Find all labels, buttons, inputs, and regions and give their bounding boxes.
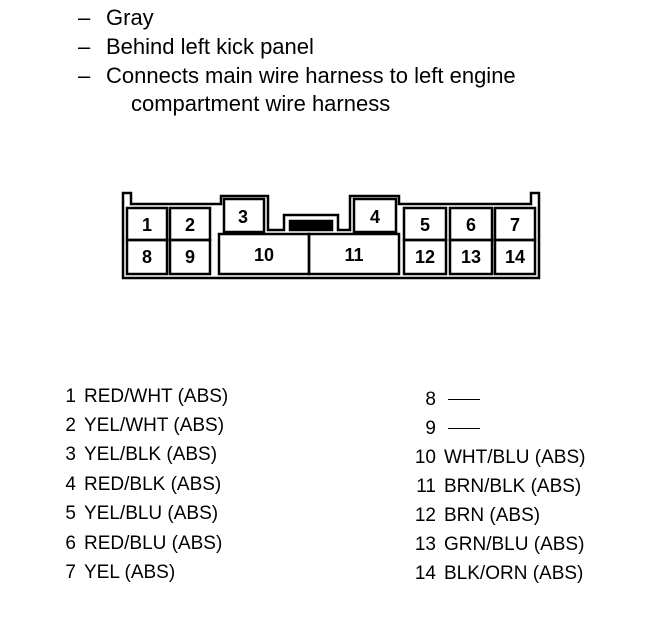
pin-number: 12 <box>414 505 436 526</box>
bullet-dash: – <box>78 34 91 59</box>
pinout-row <box>56 532 222 556</box>
unused-pin-dash <box>448 428 480 429</box>
pin-label-13: 13 <box>460 247 482 267</box>
pin-label-5: 5 <box>419 215 431 235</box>
pin-number: 13 <box>414 534 436 555</box>
pinout-row <box>56 414 224 438</box>
pin-label-11: 11 <box>344 245 364 265</box>
pin-label-4: 4 <box>369 207 381 227</box>
pinout-row <box>412 475 581 499</box>
wire-color: YEL/WHT (ABS) <box>84 415 225 436</box>
wire-color: BRN/BLK (ABS) <box>444 476 582 497</box>
connector-location: Behind left kick panel <box>106 34 314 59</box>
wire-color: WHT/BLU (ABS) <box>444 447 586 468</box>
pinout-row <box>56 443 217 467</box>
wire-color: YEL/BLK (ABS) <box>84 444 218 465</box>
wire-color: YEL/BLU (ABS) <box>84 503 219 524</box>
pin-label-12: 12 <box>414 247 436 267</box>
pin-number: 9 <box>425 418 436 439</box>
pin-number: 3 <box>65 444 76 465</box>
wire-color: RED/BLK (ABS) <box>84 474 222 495</box>
pinout-row <box>56 473 221 497</box>
pin-label-14: 14 <box>504 247 526 267</box>
wire-color: RED/WHT (ABS) <box>84 386 229 407</box>
pin-number: 2 <box>65 415 76 436</box>
pin-label-2: 2 <box>184 215 196 235</box>
pinout-row <box>412 533 584 557</box>
pin-number: 4 <box>65 474 76 495</box>
bullet-dash: – <box>78 63 91 88</box>
function-line-continued: compartment wire harness <box>131 91 391 116</box>
pin-label-9: 9 <box>184 247 196 267</box>
pinout-row <box>56 385 228 409</box>
wire-color: BRN (ABS) <box>444 505 541 526</box>
wire-color: YEL (ABS) <box>84 562 176 583</box>
wire-color: GRN/BLU (ABS) <box>444 534 585 555</box>
connector-function: Connects main wire harness to left engine <box>106 63 516 88</box>
pin-label-3: 3 <box>237 207 249 227</box>
wire-color: BLK/ORN (ABS) <box>444 563 584 584</box>
pin-number: 11 <box>416 476 436 497</box>
pin-number: 7 <box>65 562 76 583</box>
pin-number: 1 <box>65 386 76 407</box>
pin-number: 8 <box>425 389 436 410</box>
pinout-row <box>412 446 585 470</box>
pinout-row <box>56 561 175 585</box>
pin-label-6: 6 <box>465 215 477 235</box>
bullet-dash: – <box>78 5 91 30</box>
pin-number: 14 <box>414 563 436 584</box>
connector-color: Gray <box>106 5 154 30</box>
pinout-row <box>412 417 480 441</box>
pinout-row <box>412 562 583 586</box>
pin-label-7: 7 <box>509 215 521 235</box>
wire-color: RED/BLU (ABS) <box>84 533 223 554</box>
pin-number: 10 <box>414 447 436 468</box>
pinout-row <box>412 504 540 528</box>
pinout-row <box>412 388 480 412</box>
pin-label-1: 1 <box>141 215 153 235</box>
connector-lock-tab <box>290 221 332 230</box>
pin-label-8: 8 <box>141 247 153 267</box>
pin-label-10: 10 <box>253 245 275 265</box>
unused-pin-dash <box>448 399 480 400</box>
pin-number: 5 <box>65 503 76 524</box>
pinout-row <box>56 502 218 526</box>
pin-number: 6 <box>65 533 76 554</box>
